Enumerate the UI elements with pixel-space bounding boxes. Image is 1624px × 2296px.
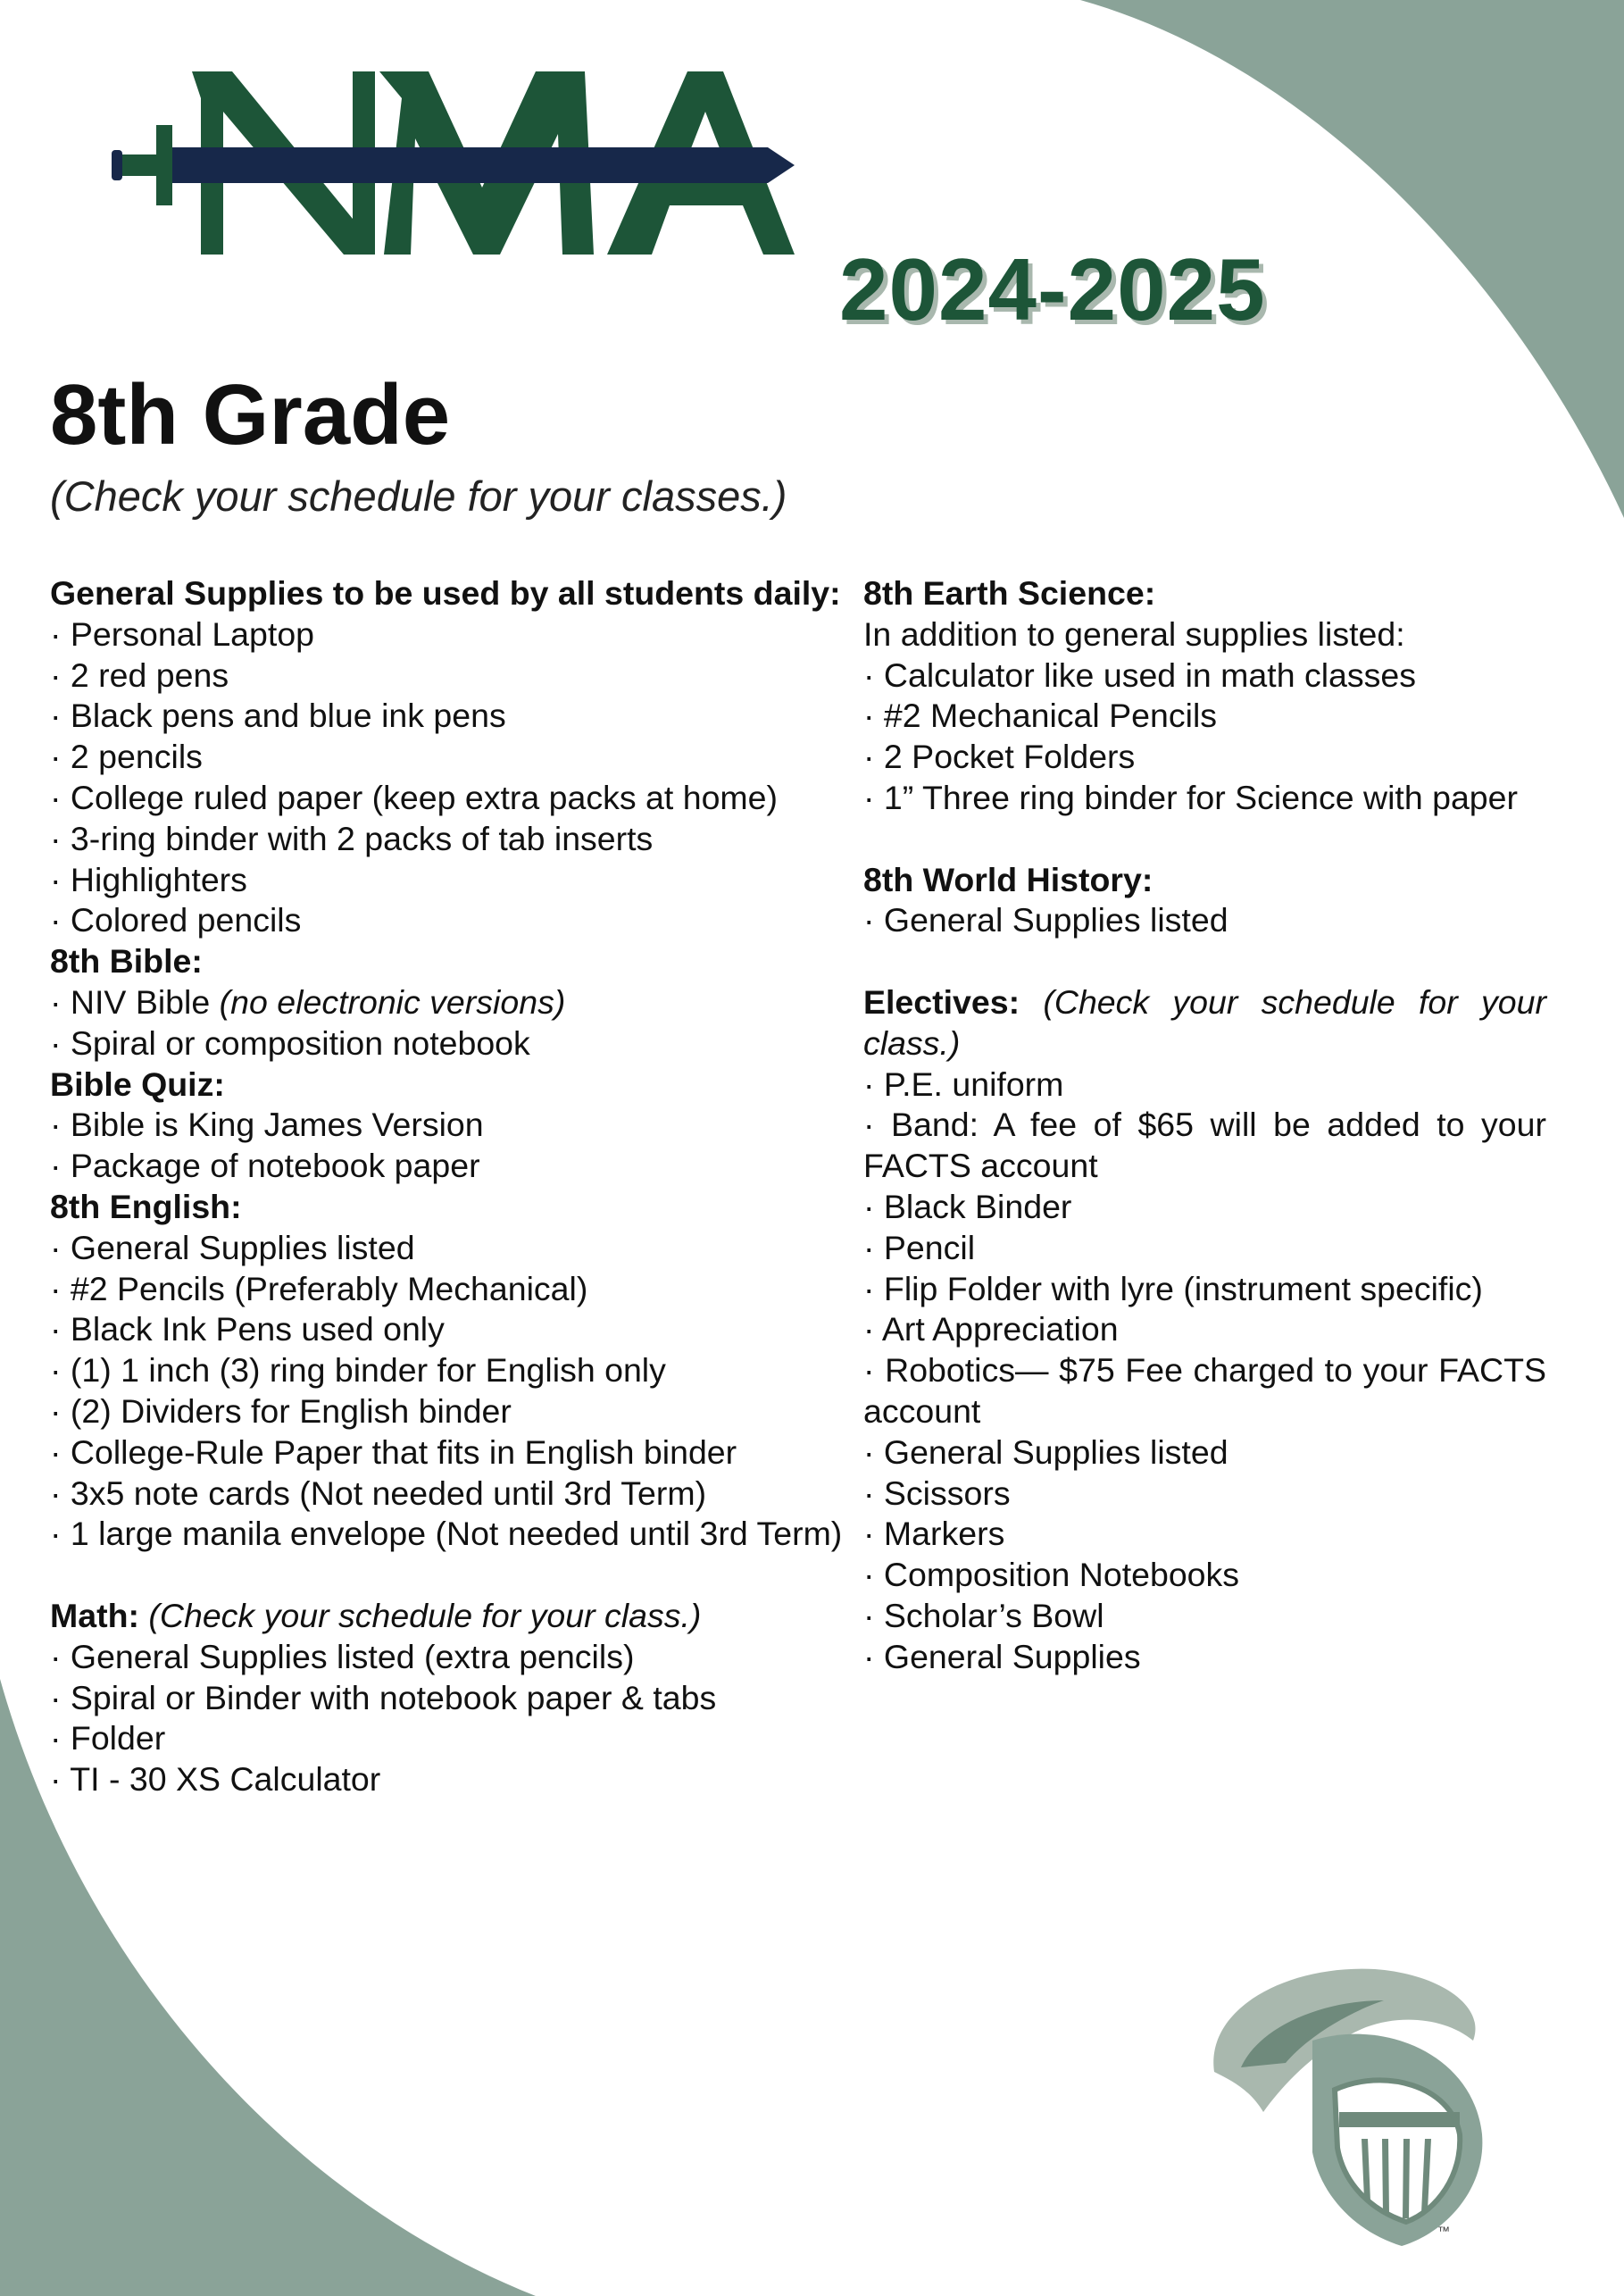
list-item: · Colored pencils bbox=[50, 901, 302, 939]
list-item: · 3-ring binder with 2 packs of tab inserts bbox=[50, 819, 654, 857]
list-item: · Composition Notebooks bbox=[863, 1556, 1240, 1594]
list-item: · General Supplies bbox=[863, 1637, 1141, 1675]
knight-mascot bbox=[1178, 1956, 1527, 2259]
english-heading: 8th English: bbox=[50, 1187, 242, 1225]
list-item: · Black Ink Pens used only bbox=[50, 1310, 445, 1348]
earth-science-intro: In addition to general supplies listed: bbox=[863, 614, 1405, 653]
list-item: · Folder bbox=[50, 1719, 166, 1757]
list-item: · Package of notebook paper bbox=[50, 1147, 480, 1185]
bible-item-note: (no electronic versions) bbox=[219, 982, 566, 1021]
trademark: ™ bbox=[1437, 2224, 1450, 2238]
list-item: · #2 Mechanical Pencils bbox=[863, 697, 1218, 735]
math-heading-line bbox=[50, 1596, 854, 1637]
schedule-note: (Check your schedule for your classes.) bbox=[50, 472, 787, 520]
list-item: · (1) 1 inch (3) ring binder for English only bbox=[50, 1351, 666, 1390]
list-item: · 2 pencils bbox=[50, 738, 203, 776]
list-item: · Scholar’s Bowl bbox=[863, 1596, 1104, 1634]
list-item: · General Supplies listed bbox=[863, 1432, 1228, 1471]
list-item: · Bible is King James Version bbox=[50, 1106, 484, 1144]
list-item: · Spiral or composition notebook bbox=[50, 1023, 530, 1062]
left-column bbox=[50, 573, 854, 1800]
world-history-heading: 8th World History: bbox=[863, 860, 1153, 898]
list-item: · General Supplies listed bbox=[50, 1228, 415, 1266]
knight-helmet-icon bbox=[1178, 1956, 1527, 2259]
list-item: · #2 Pencils (Preferably Mechanical) bbox=[50, 1269, 588, 1307]
sword-logo-icon bbox=[107, 63, 804, 268]
list-item: · Art Appreciation bbox=[863, 1310, 1119, 1348]
list-item: · College-Rule Paper that fits in English binder bbox=[50, 1432, 737, 1471]
list-item: · Spiral or Binder with notebook paper & tabs bbox=[50, 1678, 717, 1716]
list-item: · General Supplies listed (extra pencils) bbox=[50, 1637, 635, 1675]
school-logo bbox=[107, 63, 804, 268]
right-column bbox=[863, 573, 1546, 1678]
earth-science-heading: 8th Earth Science: bbox=[863, 574, 1156, 612]
list-item: · Band: A fee of $65 will be added to your FACTS account bbox=[863, 1106, 1546, 1185]
list-item: · Black pens and blue ink pens bbox=[50, 697, 506, 735]
list-item: · Pencil bbox=[863, 1228, 976, 1266]
list-item: · 1” Three ring binder for Science with paper bbox=[863, 778, 1519, 816]
list-item: · 1 large manila envelope (Not needed until 3rd Term) bbox=[50, 1515, 843, 1553]
electives-note: (Check your schedule for your class.) bbox=[863, 982, 1546, 1062]
electives-heading-line bbox=[863, 982, 1546, 1065]
list-item: · Personal Laptop bbox=[50, 614, 315, 653]
list-item: · Markers bbox=[863, 1515, 1005, 1553]
list-item: · P.E. uniform bbox=[863, 1065, 1064, 1103]
list-item: · 3x5 note cards (Not needed until 3rd Term) bbox=[50, 1474, 707, 1512]
bible-quiz-heading: Bible Quiz: bbox=[50, 1065, 225, 1103]
list-item: · Flip Folder with lyre (instrument specific) bbox=[863, 1269, 1483, 1307]
math-note: (Check your schedule for your class.) bbox=[148, 1596, 702, 1634]
list-item: · Highlighters bbox=[50, 860, 247, 898]
list-item: · Robotics— $75 Fee charged to your FACTS account bbox=[863, 1351, 1546, 1430]
list-item: · College ruled paper (keep extra packs at home) bbox=[50, 778, 779, 816]
list-item: · Scissors bbox=[863, 1474, 1011, 1512]
list-item: · Black Binder bbox=[863, 1187, 1072, 1225]
school-year: 2024-2025 bbox=[839, 240, 1266, 338]
bible-item-text: · NIV Bible bbox=[50, 982, 220, 1021]
list-item bbox=[50, 982, 854, 1023]
list-item: · (2) Dividers for English binder bbox=[50, 1391, 512, 1430]
list-item: · TI - 30 XS Calculator bbox=[50, 1760, 381, 1799]
list-item: · Calculator like used in math classes bbox=[863, 655, 1417, 694]
bible-heading: 8th Bible: bbox=[50, 942, 203, 981]
electives-heading: Electives: bbox=[863, 982, 1020, 1021]
math-heading: Math: bbox=[50, 1596, 139, 1634]
list-item: · General Supplies listed bbox=[863, 901, 1228, 939]
list-item: · 2 Pocket Folders bbox=[863, 738, 1136, 776]
general-supplies-heading: General Supplies to be used by all students daily: bbox=[50, 574, 841, 612]
page-title: 8th Grade bbox=[50, 367, 451, 463]
list-item: · 2 red pens bbox=[50, 655, 229, 694]
